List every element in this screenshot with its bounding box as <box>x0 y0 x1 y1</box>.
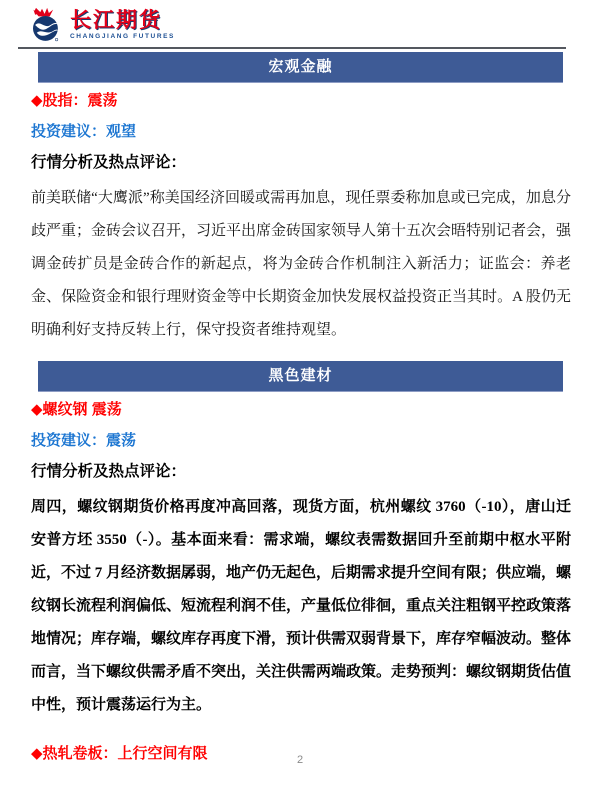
rebar-analysis-paragraph: 周四，螺纹钢期货价格再度冲高回落，现货方面，杭州螺纹 3760（-10），唐山迁安普方坯 3550（-）。基本面来看：需求端，螺纹表需数据回升至前期中枢水平附近，不过 7 月经济数据孱弱，地产仍无起色，后期需求提升空间有限；供应端，螺纹钢长流程利润偏低、短流程利润不佳，产量低位徘徊，重点关注粗钢平控政策落地情况；库存端，螺纹库存再度下滑，预计供需双弱背景下，库存窄幅波动。整体而言，当下螺纹供需矛盾不突出，关注供需两端政策。走势预判：螺纹钢期货估值中性，预计震荡运行为主。 <box>31 499 572 713</box>
brand-logo <box>30 7 600 43</box>
section-banner-macro: 宏观金融 <box>38 52 563 83</box>
page-number: 2 <box>296 754 304 766</box>
header-divider <box>18 47 566 49</box>
rebar-analysis-label: 行情分析及热点评论： <box>31 463 187 480</box>
brand-name-en: CHANGJIANG FUTURES <box>70 33 175 40</box>
section-macro-content <box>0 91 600 347</box>
rebar-advice-line: 投资建议：震荡 <box>31 432 137 449</box>
macro-analysis-paragraph: 前美联储“大鹰派”称美国经济回暖或需再加息，现任票委称加息或已完成，加息分歧严重；金砖会议召开，习近平出席金砖国家领导人第十五次会晤特别记者会，强调金砖扩员是金砖合作的新起点，将为金砖合作机制注入新活力；证监会：养老金、保险资金和银行理财资金等中长期资金加快发展权益投资正当其时。A 股仍无明确利好支持反转上行，保守投资者维持观望。 <box>31 190 572 338</box>
rebar-instrument-heading: ◆螺纹钢 震荡 <box>31 401 122 418</box>
brand-name-cn: 长江期货 <box>70 9 162 32</box>
hot-rolled-coil-heading: ◆热轧卷板：上行空间有限 <box>31 745 208 762</box>
macro-instrument-heading: ◆股指：震荡 <box>31 92 118 109</box>
section-black-materials-content <box>0 400 600 764</box>
report-header <box>0 0 600 49</box>
macro-advice-line: 投资建议：观望 <box>31 123 137 140</box>
macro-analysis-label: 行情分析及热点评论： <box>31 154 187 171</box>
section-banner-black-materials: 黑色建材 <box>38 361 563 392</box>
brand-globe-flame-icon <box>30 7 66 43</box>
brand-logo-text <box>70 10 175 41</box>
